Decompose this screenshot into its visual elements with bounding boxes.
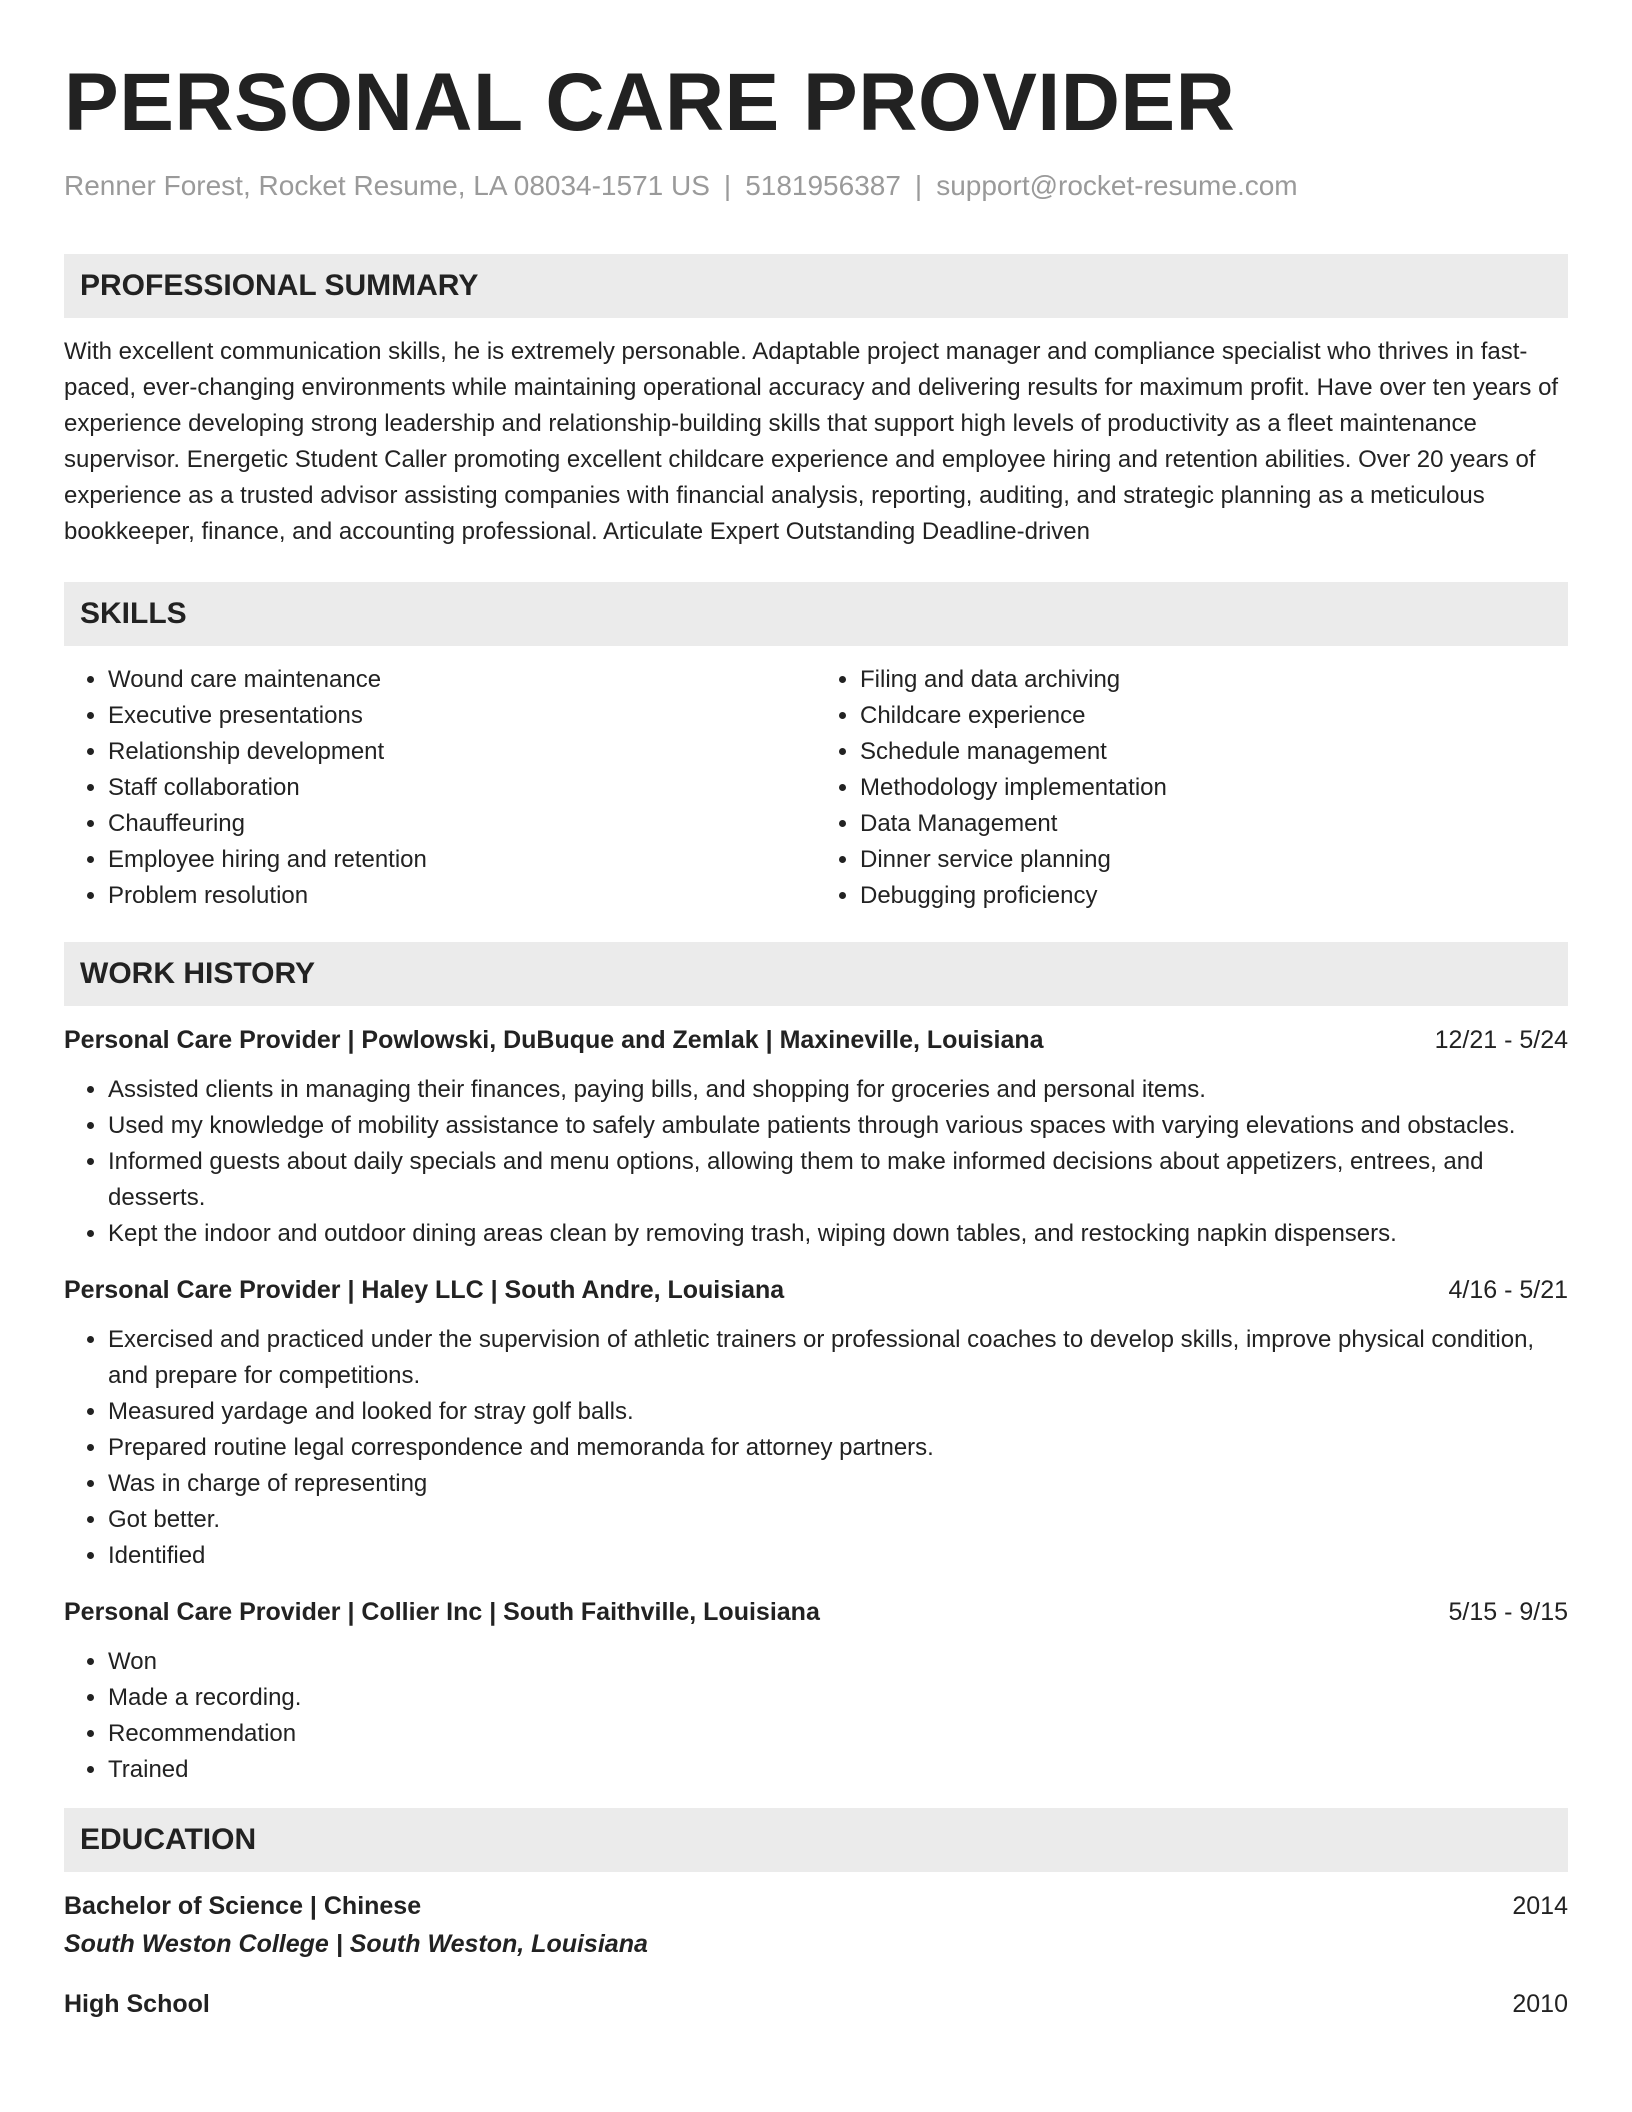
- job-bullet: • Prepared routine legal correspondence and memoranda for attorney partners.: [108, 1430, 1568, 1466]
- job-entry: [64, 1272, 1568, 1574]
- job-bullet: • Measured yardage and looked for stray golf balls.: [108, 1394, 1568, 1430]
- education-header: [64, 1986, 1568, 2022]
- contact-phone: 5181956387: [745, 170, 901, 201]
- skill-item: • Relationship development: [108, 734, 816, 770]
- skill-item: • Childcare experience: [860, 698, 1568, 734]
- job-bullet: • Used my knowledge of mobility assistance to safely ambulate patients through various spaces with varying elevations and obstacles.: [108, 1108, 1568, 1144]
- summary-text: With excellent communication skills, he is extremely personable. Adaptable project manager and compliance specialist who thrives in fast-paced, ever-changing environments while maintaining operational accuracy and delivering results for maximum profit. Have over ten years of experience developing strong leadership and relationship-building skills that support high levels of productivity as a fleet maintenance supervisor. Energetic Student Caller promoting excellent childcare experience and employee hiring and retention abilities. Over 20 years of experience as a trusted advisor assisting companies with financial analysis, reporting, auditing, and strategic planning as a meticulous bookkeeper, finance, and accounting professional. Articulate Expert Outstanding Deadline-driven: [64, 338, 1559, 545]
- job-header: [64, 1022, 1568, 1058]
- resume-name: PERSONAL CARE PROVIDER: [64, 57, 1236, 148]
- job-bullet: • Won: [108, 1644, 1568, 1680]
- education-year: 2010: [1512, 1990, 1568, 2018]
- job-bullet: • Kept the indoor and outdoor dining areas clean by removing trash, wiping down tables, and restocking napkin dispensers.: [108, 1216, 1568, 1252]
- job-dates: 12/21 - 5/24: [1434, 1026, 1568, 1054]
- job-bullet: • Recommendation: [108, 1716, 1568, 1752]
- education-school: South Weston College | South Weston, Louisiana: [64, 1930, 648, 1958]
- job-title: Personal Care Provider | Powlowski, DuBuque and Zemlak | Maxineville, Louisiana: [64, 1026, 1044, 1054]
- skill-item: • Data Management: [860, 806, 1568, 842]
- contact-separator: |: [723, 170, 732, 201]
- skill-item: • Filing and data archiving: [860, 662, 1568, 698]
- education-year: 2014: [1512, 1892, 1568, 1920]
- skill-item: • Dinner service planning: [860, 842, 1568, 878]
- skill-item: • Wound care maintenance: [108, 662, 816, 698]
- education-degree: High School: [64, 1990, 210, 2018]
- job-header: [64, 1272, 1568, 1308]
- section-heading-summary: PROFESSIONAL SUMMARY: [64, 254, 1568, 318]
- skill-item: • Methodology implementation: [860, 770, 1568, 806]
- education-entry: [64, 1986, 1568, 2022]
- section-heading-education: EDUCATION: [64, 1808, 1568, 1872]
- section-heading-work: WORK HISTORY: [64, 942, 1568, 1006]
- skill-item: • Problem resolution: [108, 878, 816, 914]
- job-entry: [64, 1594, 1568, 1788]
- job-bullet: • Trained: [108, 1752, 1568, 1788]
- job-bullet: • Assisted clients in managing their finances, paying bills, and shopping for groceries and personal items.: [108, 1072, 1568, 1108]
- section-heading-skills: SKILLS: [64, 582, 1568, 646]
- skills-list: [64, 662, 1568, 914]
- job-dates: 5/15 - 9/15: [1448, 1598, 1568, 1626]
- education-header: [64, 1888, 1568, 1924]
- job-bullet: • Got better.: [108, 1502, 1568, 1538]
- skill-item: • Staff collaboration: [108, 770, 816, 806]
- contact-separator: |: [914, 170, 923, 201]
- contact-email: support@rocket-resume.com: [936, 170, 1298, 201]
- job-title: Personal Care Provider | Haley LLC | South Andre, Louisiana: [64, 1276, 785, 1304]
- education-entry: [64, 1888, 1568, 1962]
- job-bullets: [64, 1322, 1568, 1574]
- skills-column-left: [64, 662, 816, 914]
- job-bullet: • Exercised and practiced under the supervision of athletic trainers or professional coaches to develop skills, improve physical condition, and prepare for competitions.: [108, 1322, 1568, 1394]
- job-dates: 4/16 - 5/21: [1448, 1276, 1568, 1304]
- skill-item: • Debugging proficiency: [860, 878, 1568, 914]
- skill-item: • Employee hiring and retention: [108, 842, 816, 878]
- job-bullet: • Made a recording.: [108, 1680, 1568, 1716]
- job-header: [64, 1594, 1568, 1630]
- skill-item: • Chauffeuring: [108, 806, 816, 842]
- skills-column-right: [816, 662, 1568, 914]
- skill-item: • Schedule management: [860, 734, 1568, 770]
- job-entry: [64, 1022, 1568, 1252]
- job-bullet: • Was in charge of representing: [108, 1466, 1568, 1502]
- contact-line: [64, 170, 1568, 202]
- education-degree: Bachelor of Science | Chinese: [64, 1892, 422, 1920]
- contact-address: Renner Forest, Rocket Resume, LA 08034-1571 US: [64, 170, 710, 201]
- job-bullets: [64, 1644, 1568, 1788]
- job-bullet: • Informed guests about daily specials and menu options, allowing them to make informed decisions about appetizers, entrees, and desserts.: [108, 1144, 1568, 1216]
- job-bullet: • Identified: [108, 1538, 1568, 1574]
- skill-item: • Executive presentations: [108, 698, 816, 734]
- job-title: Personal Care Provider | Collier Inc | South Faithville, Louisiana: [64, 1598, 820, 1626]
- job-bullets: [64, 1072, 1568, 1252]
